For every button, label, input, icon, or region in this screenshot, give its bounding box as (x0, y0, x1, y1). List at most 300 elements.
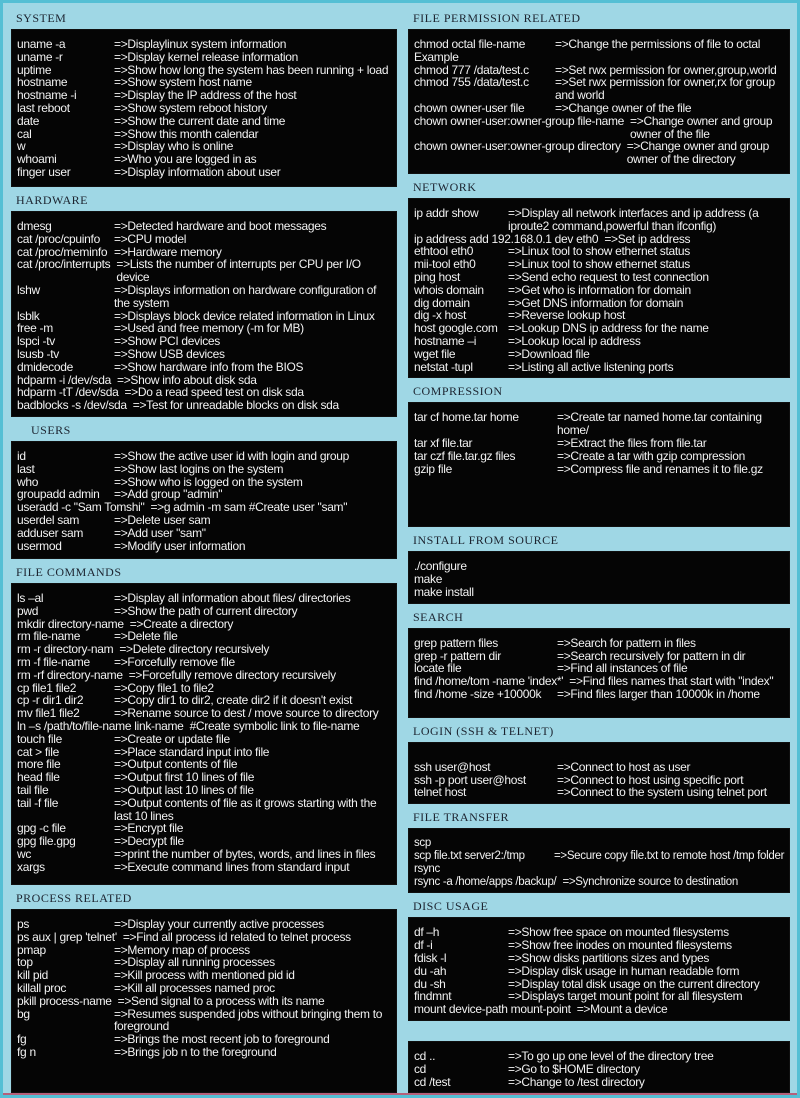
command-text: tail -f file (17, 795, 59, 810)
command-description: =>Find all process id related to telnet process (122, 929, 351, 944)
command-row (414, 952, 787, 965)
command-row (17, 51, 394, 64)
command-text: bg (17, 1006, 30, 1021)
command-row (17, 166, 394, 179)
command-row (414, 437, 787, 450)
command-row (414, 361, 787, 374)
command-row (17, 115, 394, 128)
command-text: usermod (17, 538, 62, 553)
command-description: =>Create or update file (114, 731, 230, 746)
command-text: ip address add 192.168.0.1 dev eth0 (413, 231, 599, 246)
bottom-accent-line (3, 1093, 797, 1095)
command-description: =>Encrypt file (114, 821, 184, 836)
command-row (414, 1050, 787, 1063)
command-row (414, 271, 787, 284)
command-text: locate file (413, 661, 462, 676)
section-file-transfer (408, 804, 790, 893)
command-text: find /home -size +10000k (413, 686, 542, 701)
command-description: =>Displays target mount point for all filesystem (507, 989, 743, 1004)
command-row (17, 835, 394, 848)
command-row (17, 102, 394, 115)
command-text: rsync -a /home/apps /backup/ (413, 875, 557, 888)
command-text: whois domain (413, 282, 484, 297)
command-description: =>Output contents of file as it grows starting with the last 10 lines (114, 795, 377, 823)
command-text: w (17, 139, 26, 154)
command-description: =>Send echo request to test connection (507, 269, 709, 284)
command-text: ln –s /path/to/file-name link-name (17, 718, 184, 733)
command-description: =>Test for unreadable blocks on disk sda (132, 398, 339, 413)
command-description: =>Brings job n to the foreground (114, 1044, 277, 1059)
command-text: hostname -i (17, 88, 77, 103)
command-row (17, 1008, 394, 1034)
command-text: cat /proc/cpuinfo (17, 231, 100, 246)
command-text: ps aux | grep 'telnet' (17, 929, 117, 944)
section-title-file-transfer: FILE TRANSFER (412, 810, 509, 825)
command-row (17, 540, 394, 553)
command-text: rm file-name (17, 629, 81, 644)
command-description: =>Show the path of current directory (114, 603, 298, 618)
panel-login (408, 742, 790, 804)
command-description: =>print the number of bytes, words, and lines in files (114, 846, 376, 861)
command-description: =>Display your currently active processes (114, 916, 324, 931)
command-text: chmod 755 /data/test.c (413, 75, 529, 90)
command-description: =>Set ip address (604, 231, 691, 246)
command-description: =>Displays block device related information in Linux (114, 308, 375, 323)
command-text: cd (413, 1061, 427, 1076)
command-text: lshw (17, 282, 40, 297)
command-text: cal (17, 126, 32, 141)
command-description: =>Get who is information for domain (507, 282, 691, 297)
command-row (17, 514, 394, 527)
command-text: Example (413, 49, 459, 64)
command-description: =>Show who is logged on the system (114, 474, 303, 489)
command-description: =>Kill process with mentioned pid id (114, 968, 295, 983)
command-description: =>Hardware memory (114, 244, 222, 259)
command-description: =>Add user "sam" (114, 525, 206, 540)
command-description: =>Display all network interfaces and ip address (a iproute2 command,powerful than ifconfig) (507, 206, 759, 233)
command-text: fdisk -l (413, 950, 447, 965)
command-description: =>Synchronize source to destination (562, 875, 738, 888)
command-text: ssh user@host (413, 759, 491, 774)
command-description: =>To go up one level of the directory tree (507, 1048, 714, 1063)
command-description: =>Copy dir1 to dir2, create dir2 if it doesn't exist (114, 693, 353, 708)
command-text: head file (17, 770, 60, 785)
command-description: =>Lookup DNS ip address for the name (507, 321, 709, 336)
section-title-system: SYSTEM (16, 11, 67, 25)
command-description: =>Do a read speed test on disk sda (124, 385, 304, 400)
command-text: cp -r dir1 dir2 (17, 693, 84, 708)
command-description: =>Set rwx permission for owner,rx for group and world (554, 75, 775, 103)
section-title-process-related: PROCESS RELATED (16, 890, 132, 905)
command-row (414, 863, 787, 876)
command-row (17, 669, 394, 682)
command-text: gpg -c file (17, 821, 66, 836)
section-title-install-from-source: INSTALL FROM SOURCE (412, 533, 559, 548)
command-row (414, 786, 787, 799)
command-description: =>Send signal to a process with its name (117, 993, 325, 1008)
command-description: =>Delete user sam (114, 512, 211, 527)
panel-search (408, 628, 790, 718)
command-row (17, 348, 394, 361)
command-text: lsblk (17, 308, 40, 323)
command-row (414, 688, 787, 701)
command-text: gpg file.gpg (17, 834, 76, 849)
command-text: xargs (17, 859, 45, 874)
command-description: =>Show USB devices (114, 346, 225, 361)
command-description: =>Display disk usage in human readable form (507, 963, 740, 978)
command-text: ping host (413, 269, 460, 284)
command-description: =>Show system reboot history (114, 100, 268, 115)
command-row (17, 463, 394, 476)
command-description: =>Delete directory recursively (119, 642, 270, 657)
command-text: killall proc (17, 980, 67, 995)
section-title-users: USERS (31, 422, 71, 437)
command-text: wc (17, 846, 32, 861)
command-description: =>Display all information about files/ directories (114, 590, 351, 605)
command-text: pkill process-name (17, 993, 112, 1008)
command-text: du -sh (413, 976, 446, 991)
command-text: groupadd admin (17, 487, 100, 502)
section-title-file-permission: FILE PERMISSION RELATED (412, 11, 581, 25)
command-description: =>g admin -m sam #Create user "sam" (150, 500, 348, 515)
command-text: id (17, 448, 26, 463)
command-text: telnet host (413, 785, 467, 800)
section-users (11, 417, 397, 559)
command-description: =>Show how long the system has been running + load (114, 62, 389, 77)
command-description: =>Display kernel release information (114, 49, 298, 64)
command-description: =>Show the active user id with login and group (114, 448, 350, 463)
command-text: dmidecode (17, 359, 74, 374)
command-description: =>Output contents of file (114, 757, 238, 772)
section-file-permission (408, 5, 790, 174)
command-row (17, 995, 394, 1008)
command-description: =>Find files larger than 10000k in /home (556, 686, 760, 701)
command-text: cd .. (413, 1048, 436, 1063)
command-row (414, 876, 787, 889)
command-text: cat /proc/meminfo (17, 244, 108, 259)
command-description: =>Change owner of the file (554, 100, 692, 115)
command-row (17, 284, 394, 310)
command-text: tail file (17, 782, 49, 797)
command-row (414, 965, 787, 978)
command-description: =>Show the current date and time (114, 113, 286, 128)
command-text: cat > file (17, 744, 60, 759)
left-column (11, 5, 397, 1093)
command-text: chown owner-user:owner-group file-name (413, 113, 625, 128)
command-row (414, 335, 787, 348)
section-search (408, 604, 790, 718)
command-text: find /home/tom -name 'index*' (413, 674, 564, 689)
command-row (17, 797, 394, 823)
command-description: =>Show hardware info from the BIOS (114, 359, 304, 374)
command-description: =>Set rwx permission for owner,group,world (554, 62, 777, 77)
command-row (17, 450, 394, 463)
command-description: =>Place standard input into file (114, 744, 270, 759)
section-install-from-source (408, 527, 790, 603)
command-text: grep -r pattern dir (413, 648, 501, 663)
command-text: hdparm -i /dev/sda (17, 372, 111, 387)
command-text: date (17, 113, 40, 128)
command-description: =>Show free space on mounted filesystems (507, 925, 729, 940)
command-description: =>Execute command lines from standard input (114, 859, 350, 874)
command-row (414, 76, 787, 102)
command-description: =>Show disks partitions sizes and types (507, 950, 710, 965)
command-row (17, 605, 394, 618)
command-text: ip addr show (413, 206, 479, 220)
section-system (11, 5, 397, 187)
command-text: ps (17, 916, 30, 931)
section-process-related (11, 885, 397, 1093)
right-column (408, 5, 790, 1093)
command-text: chown owner-user file (413, 100, 525, 115)
command-text: useradd -c "Sam Tomshi" (17, 500, 145, 515)
command-row (414, 140, 787, 166)
command-row (414, 1076, 787, 1089)
command-text: userdel sam (17, 512, 80, 527)
section-compression (408, 378, 790, 527)
command-row (17, 527, 394, 540)
command-row (414, 102, 787, 115)
command-description: =>Show system host name (114, 75, 252, 90)
command-description: =>Forcefully remove directory recursively (128, 667, 336, 682)
command-description: =>Who you are logged in as (114, 152, 257, 167)
command-description: #Create symbolic link to file-name (189, 718, 360, 733)
command-row (17, 918, 394, 931)
command-text: last reboot (17, 100, 70, 115)
panel-compression (408, 402, 790, 527)
command-text: fg (17, 1032, 27, 1047)
command-text: rsync (413, 862, 440, 875)
command-row (414, 348, 787, 361)
command-row (414, 284, 787, 297)
panel-network (408, 198, 790, 378)
command-description: =>Search for pattern in files (556, 635, 696, 650)
command-text: mv file1 file2 (17, 706, 80, 721)
section-title-login: LOGIN (SSH & TELNET) (412, 723, 554, 738)
command-description: =>Used and free memory (-m for MB) (114, 321, 304, 336)
command-text: dmesg (17, 219, 52, 233)
command-description: =>Show free inodes on mounted filesystems (507, 938, 732, 953)
command-description: =>Show info about disk sda (116, 372, 257, 387)
command-description: =>Lists the number of interrupts per CPU per I/O device (116, 257, 361, 285)
command-text: df -i (413, 938, 433, 953)
command-description: =>Add group "admin" (114, 487, 223, 502)
cheatsheet (3, 3, 797, 1093)
command-description: =>Secure copy file.txt to remote host /tmp folder (553, 849, 785, 862)
command-description: =>Delete file (114, 629, 178, 644)
command-text: ./configure (413, 559, 467, 574)
command-description: =>Displays information on hardware configuration of the system (114, 282, 377, 310)
command-description: =>Kill all processes named proc (114, 980, 275, 995)
command-row (17, 233, 394, 246)
command-description: =>Display all running processes (114, 955, 275, 970)
command-text: mount device-path mount-point (413, 1002, 571, 1017)
command-description: =>Linux tool to show ethernet status (507, 244, 690, 259)
command-text: grep pattern files (413, 635, 498, 650)
command-text: ssh -p port user@host (413, 772, 526, 787)
command-row (414, 411, 787, 437)
command-text: uname -r (17, 49, 63, 64)
command-text: dig -x host (413, 308, 467, 323)
command-text: hdparm -tT /dev/sda (17, 385, 119, 400)
command-row (414, 1003, 787, 1016)
command-description: =>Linux tool to show ethernet status (507, 257, 690, 272)
section-title-disc-usage: DISC USAGE (412, 899, 489, 914)
command-row (17, 38, 394, 51)
command-text: cat /proc/interrupts (17, 257, 111, 272)
command-description: =>Output first 10 lines of file (114, 770, 255, 785)
command-description: =>Mount a device (576, 1002, 668, 1017)
command-text: badblocks -s /dev/sda (17, 398, 127, 413)
command-text: cp file1 file2 (17, 680, 77, 695)
command-row (17, 861, 394, 874)
command-row (414, 761, 787, 774)
command-text: ethtool eth0 (413, 244, 474, 259)
command-text: du -ah (413, 963, 447, 978)
panel-file-permission (408, 29, 790, 174)
command-description: =>Display information about user (114, 164, 281, 179)
command-row (414, 463, 787, 476)
panel-disc-usage (408, 917, 790, 1021)
command-row (17, 399, 394, 412)
command-description: =>Change owner and group owner of the directory (626, 139, 769, 167)
command-row (17, 784, 394, 797)
command-description: =>Display who is online (114, 139, 234, 154)
command-description: =>Extract the files from file.tar (556, 435, 707, 450)
command-text: lspci -tv (17, 334, 55, 349)
command-description: =>Find all instances of file (556, 661, 688, 676)
command-row (414, 51, 787, 64)
command-text: last (17, 461, 35, 476)
command-description: =>Create a tar with gzip compression (556, 448, 745, 463)
command-text: pwd (17, 603, 39, 618)
command-text: host google.com (413, 321, 498, 336)
command-row (414, 837, 787, 850)
command-text: kill pid (17, 968, 48, 983)
section-disc-usage (408, 893, 790, 1021)
panel-process-related (11, 909, 397, 1093)
command-row (17, 720, 394, 733)
command-text: tar xf file.tar (413, 435, 473, 450)
command-row (17, 592, 394, 605)
command-row (414, 115, 787, 141)
command-description: =>Listing all active listening ports (507, 359, 674, 374)
panel-hardware (11, 211, 397, 417)
command-text: scp file.txt server2:/tmp (413, 849, 525, 862)
section-title-cd-commands (408, 1021, 790, 1041)
panel-file-transfer (408, 828, 790, 893)
command-row (414, 450, 787, 463)
command-text: touch file (17, 731, 63, 746)
command-text: df –h (413, 925, 440, 940)
command-text: hostname –i (413, 333, 477, 348)
command-text: make (413, 572, 443, 587)
command-text: chmod 777 /data/test.c (413, 62, 529, 77)
command-text: top (17, 955, 33, 970)
command-description: =>Change the permissions of file to octal (554, 37, 761, 51)
command-text: uptime (17, 62, 52, 77)
command-description: =>Get DNS information for domain (507, 295, 684, 310)
command-text: rm -r directory-nam (17, 642, 114, 657)
section-login (408, 718, 790, 804)
command-text: lsusb -tv (17, 346, 59, 361)
command-text: hostname (17, 75, 68, 90)
command-description: =>Output last 10 lines of file (114, 782, 254, 797)
command-text: rm -rf directory-name (17, 667, 123, 682)
command-description: =>Memory map of process (114, 942, 250, 957)
command-text: pmap (17, 942, 46, 957)
command-description: =>Go to $HOME directory (507, 1061, 640, 1076)
command-description: =>CPU model (114, 231, 187, 246)
section-hardware (11, 187, 397, 417)
command-text: more file (17, 757, 61, 772)
panel-file-commands (11, 583, 397, 885)
command-text: tar czf file.tar.gz files (413, 448, 516, 463)
panel-system (11, 29, 397, 187)
command-description: =>Change to /test directory (507, 1074, 645, 1089)
command-row (17, 361, 394, 374)
command-text: findmnt (413, 989, 452, 1004)
command-text: mkdir directory-name (17, 616, 124, 631)
command-description: =>Create tar named home.tar containing home/ (556, 410, 762, 438)
command-description: =>Show this month calendar (114, 126, 259, 141)
command-text: gzip file (413, 461, 452, 476)
command-row (414, 560, 787, 573)
command-row (17, 258, 394, 284)
command-text: chown owner-user:owner-group directory (413, 139, 621, 154)
command-row (414, 939, 787, 952)
command-row (17, 707, 394, 720)
command-row (17, 848, 394, 861)
command-description: =>Forcefully remove file (114, 654, 235, 669)
command-row (17, 931, 394, 944)
command-text: finger user (17, 164, 71, 179)
command-row (17, 1033, 394, 1046)
command-description: =>Download file (507, 346, 590, 361)
command-text: cd /test (413, 1074, 451, 1089)
command-description: =>Connect to host as user (556, 759, 691, 774)
command-row (17, 220, 394, 233)
section-cd-commands (408, 1021, 790, 1093)
command-text: uname -a (17, 37, 66, 51)
command-description: =>Decrypt file (114, 834, 184, 849)
command-text: adduser sam (17, 525, 84, 540)
command-text: rm -f file-name (17, 654, 90, 669)
command-description: =>Find files names that start with "index" (569, 674, 774, 689)
command-row (414, 38, 787, 51)
command-row (17, 733, 394, 746)
command-row (17, 771, 394, 784)
command-text: ls –al (17, 590, 44, 605)
command-description: =>Brings the most recent job to foreground (114, 1032, 330, 1047)
command-row (17, 656, 394, 669)
section-file-commands (11, 559, 397, 885)
command-description: =>Detected hardware and boot messages (114, 219, 327, 233)
command-description: =>Modify user information (114, 538, 246, 553)
panel-cd-commands (408, 1041, 790, 1093)
command-description: =>Change owner and group owner of the file (630, 113, 773, 141)
panel-install-from-source (408, 551, 790, 603)
command-text: fg n (17, 1044, 36, 1059)
command-row (17, 1046, 394, 1059)
command-description: =>Display the IP address of the host (114, 88, 297, 103)
command-text: scp (413, 837, 431, 850)
section-title-search: SEARCH (412, 609, 464, 624)
command-description: =>Resumes suspended jobs without bringing them to foreground (114, 1006, 383, 1034)
section-title-hardware: HARDWARE (16, 193, 88, 207)
command-text: who (17, 474, 39, 489)
section-title-file-commands: FILE COMMANDS (16, 564, 122, 579)
